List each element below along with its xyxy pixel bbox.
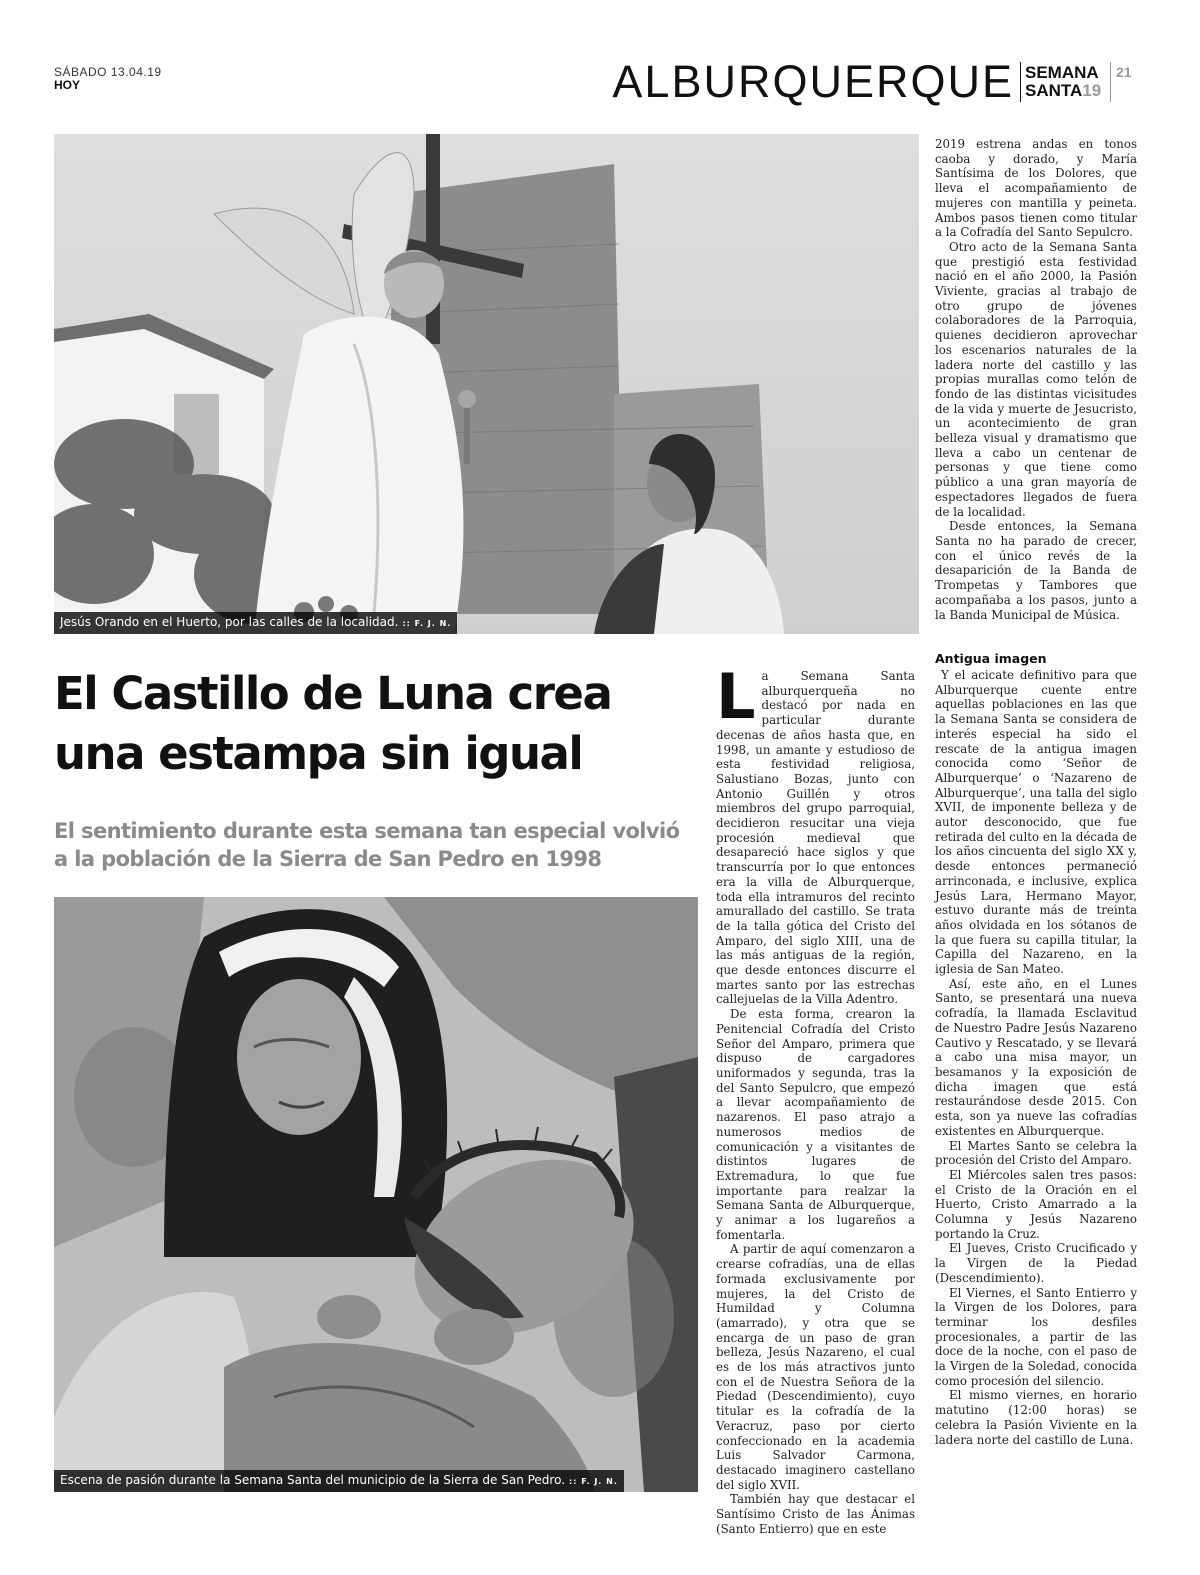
photo-top-illustration — [54, 134, 919, 634]
supplement-year: 19 — [1082, 81, 1102, 100]
article-column-2-top — [935, 137, 1137, 622]
photo-top-credit: :: F. J. N. — [402, 619, 452, 628]
newspaper-name: HOY — [54, 78, 81, 92]
article-column-1 — [716, 660, 915, 1536]
col2b-paragraph-2: Así, este año, en el Lunes Santo, se presentará una nueva cofradía, la llamada Esclavitud de Nuestro Padre Jesús Nazareno Cautivo y Rescatado, y se llevará a cabo una misa mayor, un besamanos y la exposición de dicha imagen que está restaurándose desde 2015. Con esta, son ya nueve las cofradías existentes en Alburquerque. — [935, 976, 1137, 1138]
section-title: ALBURQUERQUE — [612, 56, 1014, 107]
issue-date: SÁBADO 13.04.19 — [54, 65, 162, 79]
photo-bottom-caption — [54, 1470, 624, 1492]
supplement-line1: SEMANA — [1025, 63, 1099, 82]
article-headline: El Castillo de Luna crea una estampa sin igual — [54, 667, 612, 780]
photo-bottom-credit: :: F. J. N. — [569, 1477, 618, 1486]
photo-bottom-illustration — [54, 897, 698, 1492]
photo-bottom-caption-text: Escena de pasión durante la Semana Santa del municipio de la Sierra de San Pedro. — [60, 1473, 566, 1487]
col2-paragraph-1: 2019 estrena andas en tonos caoba y dorado, y María Santísima de los Dolores, que lleva el acompañamiento de mujeres con mantilla y peineta. Ambos pasos tienen como titular a la Cofradía del Santo Sepulcro. — [935, 137, 1137, 240]
drop-cap: L — [716, 660, 756, 733]
col2b-paragraph-6: El Viernes, el Santo Entierro y la Virgen de los Dolores, para terminar los desfiles procesionales, a partir de las doce de la noche, con el paso de la Virgen de la Soledad, conocida como procesión del silencio. — [935, 1285, 1137, 1388]
header-divider — [1020, 62, 1021, 102]
supplement-logo — [1025, 64, 1101, 100]
col2b-paragraph-7: El mismo viernes, en horario matutino (12:00 horas) se celebra la Pasión Viviente en la ladera norte del castillo de Luna. — [935, 1388, 1137, 1447]
header-divider-2 — [1110, 62, 1111, 102]
supplement-line2-wrap — [1025, 82, 1101, 100]
photo-top-caption-text: Jesús Orando en el Huerto, por las calles de la localidad. — [60, 615, 399, 629]
col1-paragraph-4: También hay que destacar el Santísimo Cristo de las Ánimas (Santo Entierro) que en este — [716, 1492, 915, 1536]
col1-paragraph-2: De esta forma, crearon la Penitencial Cofradía del Cristo Señor del Amparo, primera que dispuso de cargadores uniformados y segunda, tras la del Santo Sepulcro, que empezó a llevar acompañamiento de nazarenos. El paso atrajo a numerosos medios de comunicación y a visitantes de distintos lugares de Extremadura, lo que fue importante para realzar la Semana Santa de Alburquerque, y animar a los lugareños a fomentarla. — [716, 1007, 915, 1242]
col1-paragraph-1: a Semana Santa alburquerqueña no destacó por nada en particular durante decenas de años hasta que, en 1998, un amante y estudioso de esta festividad religiosa, Salustiano Bozas, junto con Antonio Guillén y otros miembros del grupo parroquial, decidieron resucitar una vieja procesión medieval que desapareció hace siglos y que transcurría por lo que entonces era la villa de Alburquerque, toda ella intramuros del recinto amurallado del castillo. Se trata de la talla gótica del Cristo del Amparo, del siglo XIII, una de las más antiguas de la región, que desde entonces discurre el martes santo por las estrechas callejuelas de la Villa Adentro. — [716, 669, 915, 1007]
col2b-paragraph-1: Y el acicate definitivo para que Alburquerque cuente entre aquellas poblaciones en las que la Semana Santa se considera de interés especial ha sido el rescate de la antigua imagen conocida como ‘Señor de Alburquerque’ o ‘Nazareno de Alburquerque’, una talla del siglo XVII, de imponente belleza y de autor desconocido, que fue retirada del culto en la década de los años cincuenta del siglo XX y, desde entonces permaneció arrinconada, e inclusive, explica Jesús Lara, Hermano Mayor, estuvo durante más de treinta años olvidada en los sótanos de la que fuera su capilla titular, la Capilla del Nazareno, en la iglesia de San Mateo. — [935, 668, 1137, 977]
article-subheadline: El sentimiento durante esta semana tan especial volvió a la población de la Sierra de San Pedro en 1998 — [54, 819, 680, 871]
section-subheading: Antigua imagen — [935, 651, 1047, 666]
photo-top-caption — [54, 612, 457, 634]
col2b-paragraph-3: El Martes Santo se celebra la procesión del Cristo del Amparo. — [935, 1138, 1137, 1168]
article-column-2-bottom — [935, 651, 1137, 1447]
page-number: 21 — [1116, 64, 1132, 80]
col2b-paragraph-4: El Miércoles salen tres pasos: el Cristo de la Oración en el Huerto, Cristo Amarrado a la Columna y Jesús Nazareno portando la Cruz. — [935, 1167, 1137, 1241]
col1-paragraph-3: A partir de aquí comenzaron a crearse cofradías, una de ellas formada exclusivamente por mujeres, la del Cristo de Humildad y Columna (amarrado), y otra que se encarga de un paso de gran belleza, Jesús Nazareno, el cual es de los más atractivos junto con el de Nuestra Señora de la Piedad (Descendimiento), cuyo titular es la cofradía de la Veracruz, paso por cierto confeccionado en la academia Luis Salvador Carmona, destacado imaginero castellano del siglo XVII. — [716, 1242, 915, 1492]
col2-paragraph-2: Otro acto de la Semana Santa que prestigió esta festividad nació en el año 2000, la Pasión Viviente, gracias al trabajo de otro grupo de jóvenes colaboradores de la Parroquia, quienes decidieron aprovechar los escenarios naturales de la ladera norte del castillo y las propias murallas como telón de fondo de las distintas vicisitudes de la vida y muerte de Jesucristo, un acontecimiento de gran belleza visual y dramatismo que lleva a cabo un centenar de personas y que tiene como público a una gran mayoría de espectadores llegados de fuera de la localidad. — [935, 239, 1137, 519]
col2-paragraph-3: Desde entonces, la Semana Santa no ha parado de crecer, con el único revés de la desaparición de la Banda de Trompetas y Tambores que acompañaba a los pasos, junto a la Banda Municipal de Música. — [935, 519, 1137, 622]
col2b-paragraph-5: El Jueves, Cristo Crucificado y la Virgen de la Piedad (Descendimiento). — [935, 1241, 1137, 1285]
photo-top — [54, 134, 919, 634]
photo-bottom — [54, 897, 698, 1492]
supplement-line2: SANTA — [1025, 81, 1083, 100]
